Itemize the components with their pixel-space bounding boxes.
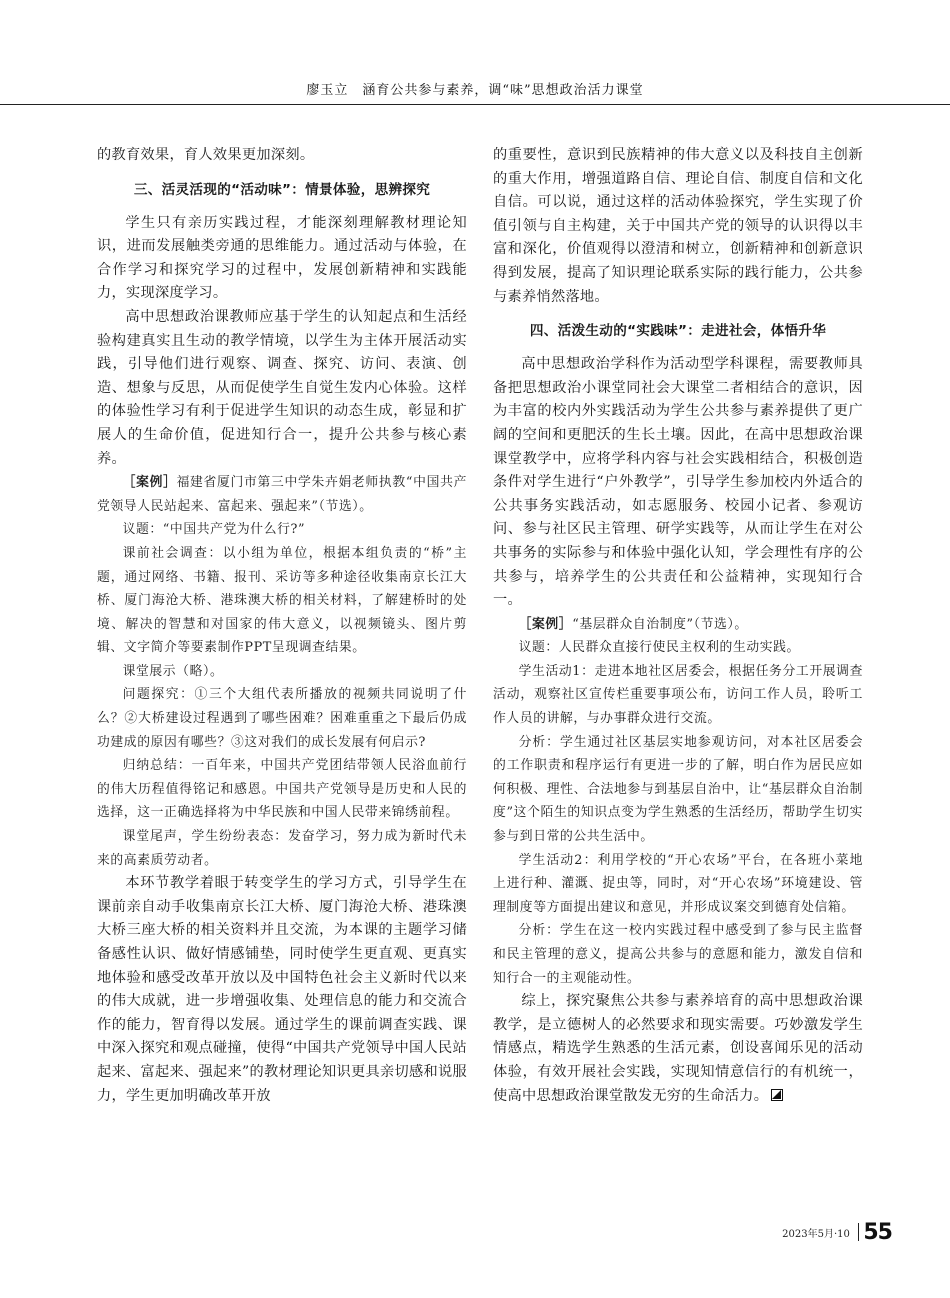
page-footer bbox=[782, 1220, 892, 1244]
issue-date: 2023年5月·10 bbox=[782, 1228, 850, 1240]
paragraph-intro-tail: 的教育效果，育人效果更加深刻。 bbox=[97, 147, 315, 163]
case-paragraph: 分析：学生通过社区基层实地参观访问，对本社区居委会的工作职责和程序运行有更进一步的了解，明白作为居民应如何积极、理性、合法地参与到基层自治中，让“基层群众自治制度”这个陌生的知识点变为学生熟悉的生活经历，帮助学生切实参与到日常的公共生活中。 bbox=[493, 734, 863, 845]
section-heading-3: 三、活灵活现的“活动味”：情景体验，思辨探究 bbox=[133, 181, 431, 198]
running-header bbox=[0, 0, 950, 105]
case-paragraph: 课堂展示（略）。 bbox=[122, 663, 224, 679]
case-text: 福建省厦门市第三中学朱卉娟老师执教“中国共产党领导人民站起来、富起来、强起来”（节选）。 bbox=[97, 475, 467, 514]
case-intro bbox=[97, 471, 467, 518]
case-paragraph: 归纳总结：一百年来，中国共产党团结带领人民浴血前行的伟大历程值得铭记和感恩。中国共产党领导是历史和人民的选择，这一正确选择将为中华民族和中国人民带来锦绣前程。 bbox=[97, 758, 467, 821]
case-paragraph: 问题探究：①三个大组代表所播放的视频共同说明了什么？②大桥建设过程遇到了哪些困难？困难重重之下最后仍成功建成的原因有哪些？③这对我们的成长发展有何启示? bbox=[97, 687, 467, 750]
paragraph: 学生只有亲历实践过程，才能深刻理解教材理论知识，进而发展触类旁通的思维能力。通过活动与体验，在合作学习和探究学习的过程中，发展创新精神和实践能力，实现深度学习。 bbox=[97, 214, 467, 302]
footer-divider bbox=[858, 1223, 860, 1241]
right-column bbox=[493, 144, 863, 1108]
case-paragraph: 学生活动1：走进本地社区居委会，根据任务分工开展调查活动，观察社区宣传栏重要事项公布，访问工作人员，聆听工作人员的讲解，与办事群众进行交流。 bbox=[493, 663, 863, 727]
case-label: ［案例］ bbox=[122, 475, 177, 491]
end-of-article-icon bbox=[771, 1089, 783, 1101]
page-number: 55 bbox=[863, 1219, 892, 1245]
paragraph: 本环节教学着眼于转变学生的学习方式，引导学生在课前亲自动手收集南京长江大桥、厦门海沧大桥、港珠澳大桥三座大桥的相关资料并且交流，为本课的主题学习储备感性认识、做好情感铺垫，同时使学生更直观、更真实地体验和感受改革开放以及中国特色社会主义新时代以来的伟大成就，进一步增强收集、处理信息的能力和交流合作的能力，智育得以发展。通过学生的课前调查实践、课中深入探究和观点碰撞，使得“中国共产党领导中国人民站起来、富起来、强起来”的教材理论知识更具亲切感和说服力，学生更加明确改革开放 bbox=[97, 875, 467, 1104]
case-text: “基层群众自治制度”（节选）。 bbox=[572, 616, 748, 632]
case-intro bbox=[493, 613, 863, 637]
left-column bbox=[97, 144, 467, 1108]
section-heading-4: 四、活泼生动的“实践味”：走进社会，体悟升华 bbox=[529, 323, 827, 340]
final-text: 综上，探究聚焦公共参与素养培育的高中思想政治课教学，是立德树人的必然要求和现实需要。巧妙激发学生情感点，精选学生熟悉的生活元素，创设喜闻乐见的活动体验，有效开展社会实践，实现知情意信行的有机统一，使高中思想政治课堂散发无穷的生命活力。 bbox=[493, 993, 863, 1104]
case-paragraph: 课前社会调查：以小组为单位，根据本组负责的“桥”主题，通过网络、书籍、报刊、采访等多种途径收集南京长江大桥、厦门海沧大桥、港珠澳大桥的相关材料，了解建桥时的处境、解决的智慧和对国家的伟大意义，以视频镜头、图片剪辑、文字简介等要素制作PPT呈现调查结果。 bbox=[97, 545, 467, 656]
paragraph: 高中思想政治课教师应基于学生的认知起点和生活经验构建真实且生动的教学情境，以学生为主体开展活动实践，引导他们进行观察、调查、探究、访问、表演、创造、想象与反思，从而促使学生自觉生发内心体验。这样的体验性学习有利于促进学生知识的动态生成，彰显和扩展人的生命价值，促进知行合一，提升公共参与核心素养。 bbox=[97, 308, 467, 467]
running-title: 廖玉立 涵育公共参与素养，调“味”思想政治活力课堂 bbox=[306, 83, 644, 98]
case-label: ［案例］ bbox=[518, 616, 573, 632]
case-paragraph: 课堂尾声，学生纷纷表态：发奋学习，努力成为新时代未来的高素质劳动者。 bbox=[97, 829, 467, 868]
paragraph-final bbox=[493, 990, 863, 1108]
case-paragraph: 学生活动2：利用学校的“开心农场”平台，在各班小菜地上进行种、灌溉、捉虫等，同时，对“开心农场”环境建设、管理制度等方面提出建议和意见，并形成议案交到德育处信箱。 bbox=[493, 852, 863, 915]
case-paragraph: 议题：“中国共产党为什么行?” bbox=[122, 522, 306, 538]
paragraph-continued: 的重要性，意识到民族精神的伟大意义以及科技自主创新的重大作用，增强道路自信、理论自信、制度自信和文化自信。可以说，通过这样的活动体验探究，学生实现了价值引领与自主构建，关于中国共产党的领导的认识得以丰富和深化，价值观得以澄清和树立，创新精神和创新意识得到发展，提高了知识理论联系实际的践行能力，公共参与素养悄然落地。 bbox=[493, 147, 863, 305]
paragraph: 高中思想政治学科作为活动型学科课程，需要教师具备把思想政治小课堂同社会大课堂二者相结合的意识，因为丰富的校内外实践活动为学生公共参与素养提供了更广阔的空间和更肥沃的生长土壤。因此，在高中思想政治课课堂教学中，应将学科内容与社会实践相结合，积极创造条件对学生进行“户外教学”，引导学生参加校内外适合的公共事务实践活动，如志愿服务、校园小记者、参观访问、参与社区民主管理、研学实践等，从而让学生在对公共事务的实际参与和体验中强化认知，学会理性有序的公共参与，培养学生的公共责任和公益精神，实现知行合一。 bbox=[493, 356, 863, 609]
case-paragraph: 分析：学生在这一校内实践过程中感受到了参与民主监督和民主管理的意义，提高公共参与的意愿和能力，激发自信和知行合一的主观能动性。 bbox=[493, 923, 863, 986]
case-paragraph: 议题：人民群众直接行使民主权利的生动实践。 bbox=[518, 640, 800, 656]
